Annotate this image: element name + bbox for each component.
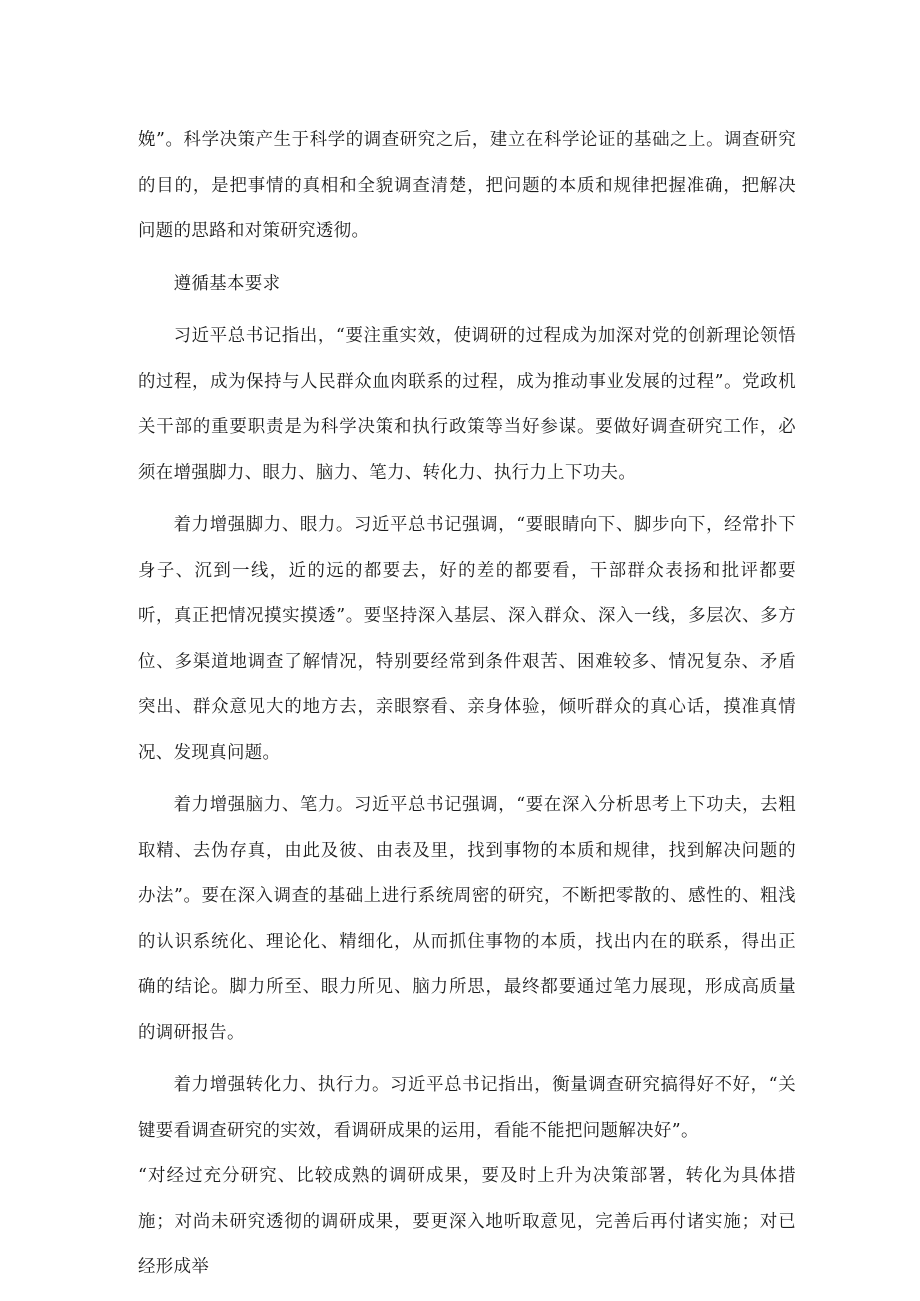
paragraph-1-continuation: 娩”。科学决策产生于科学的调查研究之后，建立在科学论证的基础之上。调查研究的目的，是把事情的真相和全貌调查清楚，把问题的本质和规律把握准确，把解决问题的思路和对策研究透彻。 (138, 130, 796, 241)
document-body (138, 118, 796, 1298)
paragraph-transform-execute-power: 着力增强转化力、执行力。习近平总书记指出，衡量调查研究搞得好不好，“关键要看调查研究的实效，看调研成果的运用，看能不能把问题解决好”。 (138, 1075, 796, 1141)
paragraph-brain-pen-power: 着力增强脑力、笔力。习近平总书记强调，“要在深入分析思考上下功夫，去粗取精、去伪存真，由此及彼、由表及里，找到事物的本质和规律，找到解决问题的办法”。要在深入调查的基础上进行系统周密的研究，不断把零散的、感性的、粗浅的认识系统化、理论化、精细化，从而抓住事物的本质，找出内在的联系，得出正确的结论。脚力所至、眼力所见、脑力所思，最终都要通过笔力展现，形成高质量的调研报告。 (138, 795, 796, 1043)
paragraph-quote-continuation: “对经过充分研究、比较成熟的调研成果，要及时上升为决策部署，转化为具体措施；对尚未研究透彻的调研成果，要更深入地听取意见，完善后再付诸实施；对已经形成举 (138, 1166, 796, 1277)
paragraph-foot-eye-power: 着力增强脚力、眼力。习近平总书记强调，“要眼睛向下、脚步向下，经常扑下身子、沉到一线，近的远的都要去，好的差的都要看，干部群众表扬和批评都要听，真正把情况摸实摸透”。要坚持深入基层、深入群众、深入一线，多层次、多方位、多渠道地调查了解情况，特别要经常到条件艰苦、困难较多、情况复杂、矛盾突出、群众意见大的地方去，亲眼察看、亲身体验，倾听群众的真心话，摸准真情况、发现真问题。 (138, 515, 796, 763)
section-heading: 遵循基本要求 (173, 273, 281, 294)
paragraph-practical-results: 习近平总书记指出，“要注重实效，使调研的过程成为加深对党的创新理论领悟的过程，成为保持与人民群众血肉联系的过程，成为推动事业发展的过程”。党政机关干部的重要职责是为科学决策和执行政策等当好参谋。要做好调查研究工作，必须在增强脚力、眼力、脑力、笔力、转化力、执行力上下功夫。 (138, 326, 796, 483)
